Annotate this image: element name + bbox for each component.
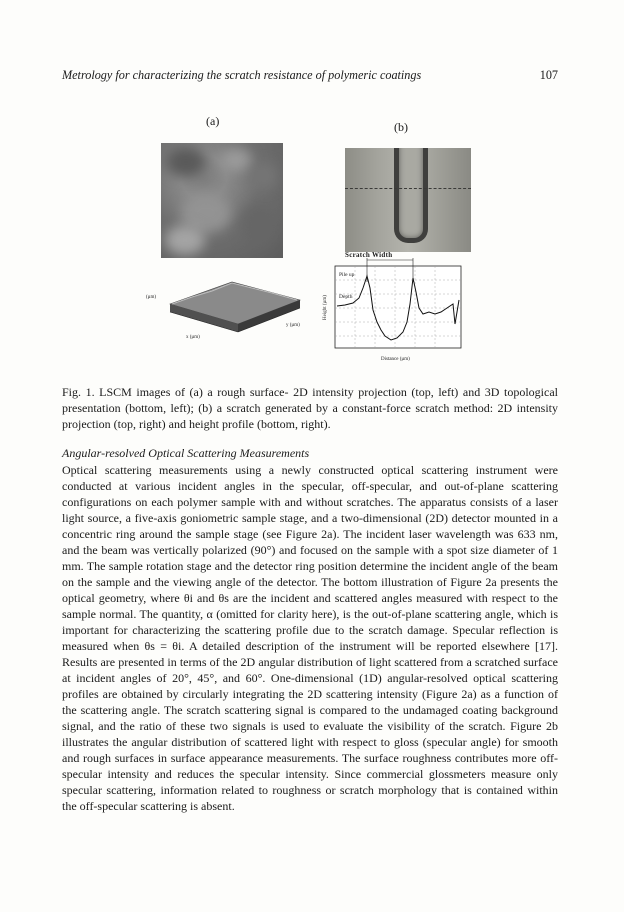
section-heading: Angular-resolved Optical Scattering Measurements [62, 446, 310, 460]
3d-topography-plot [132, 260, 322, 352]
distance-axis-label: Distance (µm) [381, 357, 410, 362]
depth-annotation: Depth [339, 294, 353, 300]
figure-1 [132, 108, 472, 370]
pile-up-annotation: Pile up [339, 272, 355, 278]
height-profile-plot [315, 248, 467, 366]
3d-y-axis-label: y (µm) [286, 323, 300, 328]
3d-z-axis-label: (µm) [146, 295, 157, 300]
scratch-width-label: Scratch Width [345, 251, 393, 259]
height-axis-label: Height (µm) [323, 295, 328, 320]
profile-cut-line [345, 188, 471, 189]
3d-x-axis-label: x (µm) [186, 335, 200, 340]
running-title: Metrology for characterizing the scratch resistance of polymeric coatings [62, 68, 422, 82]
body-paragraph [62, 462, 558, 814]
paragraph-text: Optical scattering measurements using a newly constructed optical scattering instrument were conducted at various incident angles in the specular, off-specular, and out-of-plane scattering configurations on each polymer sample with and without scratches. The apparatus consists of a laser light source, a five-axis goniometric sample stage, and a two-dimensional (2D) detector mounted in a concentric ring around the sample stage (see Figure 2a). The incident laser wavelength was 633 nm, and the beam was vertically polarized (90°) and focused on the sample with a spot size diameter of 1 mm. The sample rotation stage and the detector ring position determine the incident angle of the beam on the sample and the viewing angle of the detector. The bottom illustration of Figure 2a presents the optical geometry, where θi and θs are the incident and scattered angles measured with respect to the sample normal. The quantity, α (omitted for clarity here), is the out-of-plane scattering angle, which is important for characterizing the scattering profile due to the scratch damage. Specular reflection is measured when θs = θi. A detailed description of the instrument will be reported elsewhere [17]. Results are presented in terms of the 2D angular distribution of light scattered from a scratched surface at incident angles of 20°, 45°, and 60°. One-dimensional (1D) angular-resolved optical scattering profiles are obtained by circularly integrating the 2D scattering intensity (Figure 2a) as a function of the scattering angle. The scratch scattering signal is compared to the undamaged coating background signal, and the ratio of these two signals is used to evaluate the visibility of the scratch. Figure 2b illustrates the angular distribution of scattered light with respect to gloss (specular angle) for smooth and rough surfaces in surface appearance measurements. The surface roughness contributes more off-specular intensity and reduces the specular intensity. Since commercial glossmeters measure only specular scattering, information related to roughness or scratch morphology that is contained within the off-specular scattering is absent. [62, 463, 558, 813]
panel-label-b: (b) [394, 120, 408, 134]
page-number: 107 [539, 68, 558, 82]
scratch-groove [394, 148, 428, 243]
figure-caption: Fig. 1. LSCM images of (a) a rough surface- 2D intensity projection (top, left) and 3D topological presentation (bottom, left); (b) a scratch generated by a constant-force scratch method: 2D intensity projection (top, right) and height profile (bottom, right). [62, 385, 558, 431]
running-header [62, 68, 558, 84]
panel-label-a: (a) [206, 114, 220, 128]
rough-surface-intensity-image [161, 143, 283, 258]
scratch-intensity-image [345, 148, 471, 252]
